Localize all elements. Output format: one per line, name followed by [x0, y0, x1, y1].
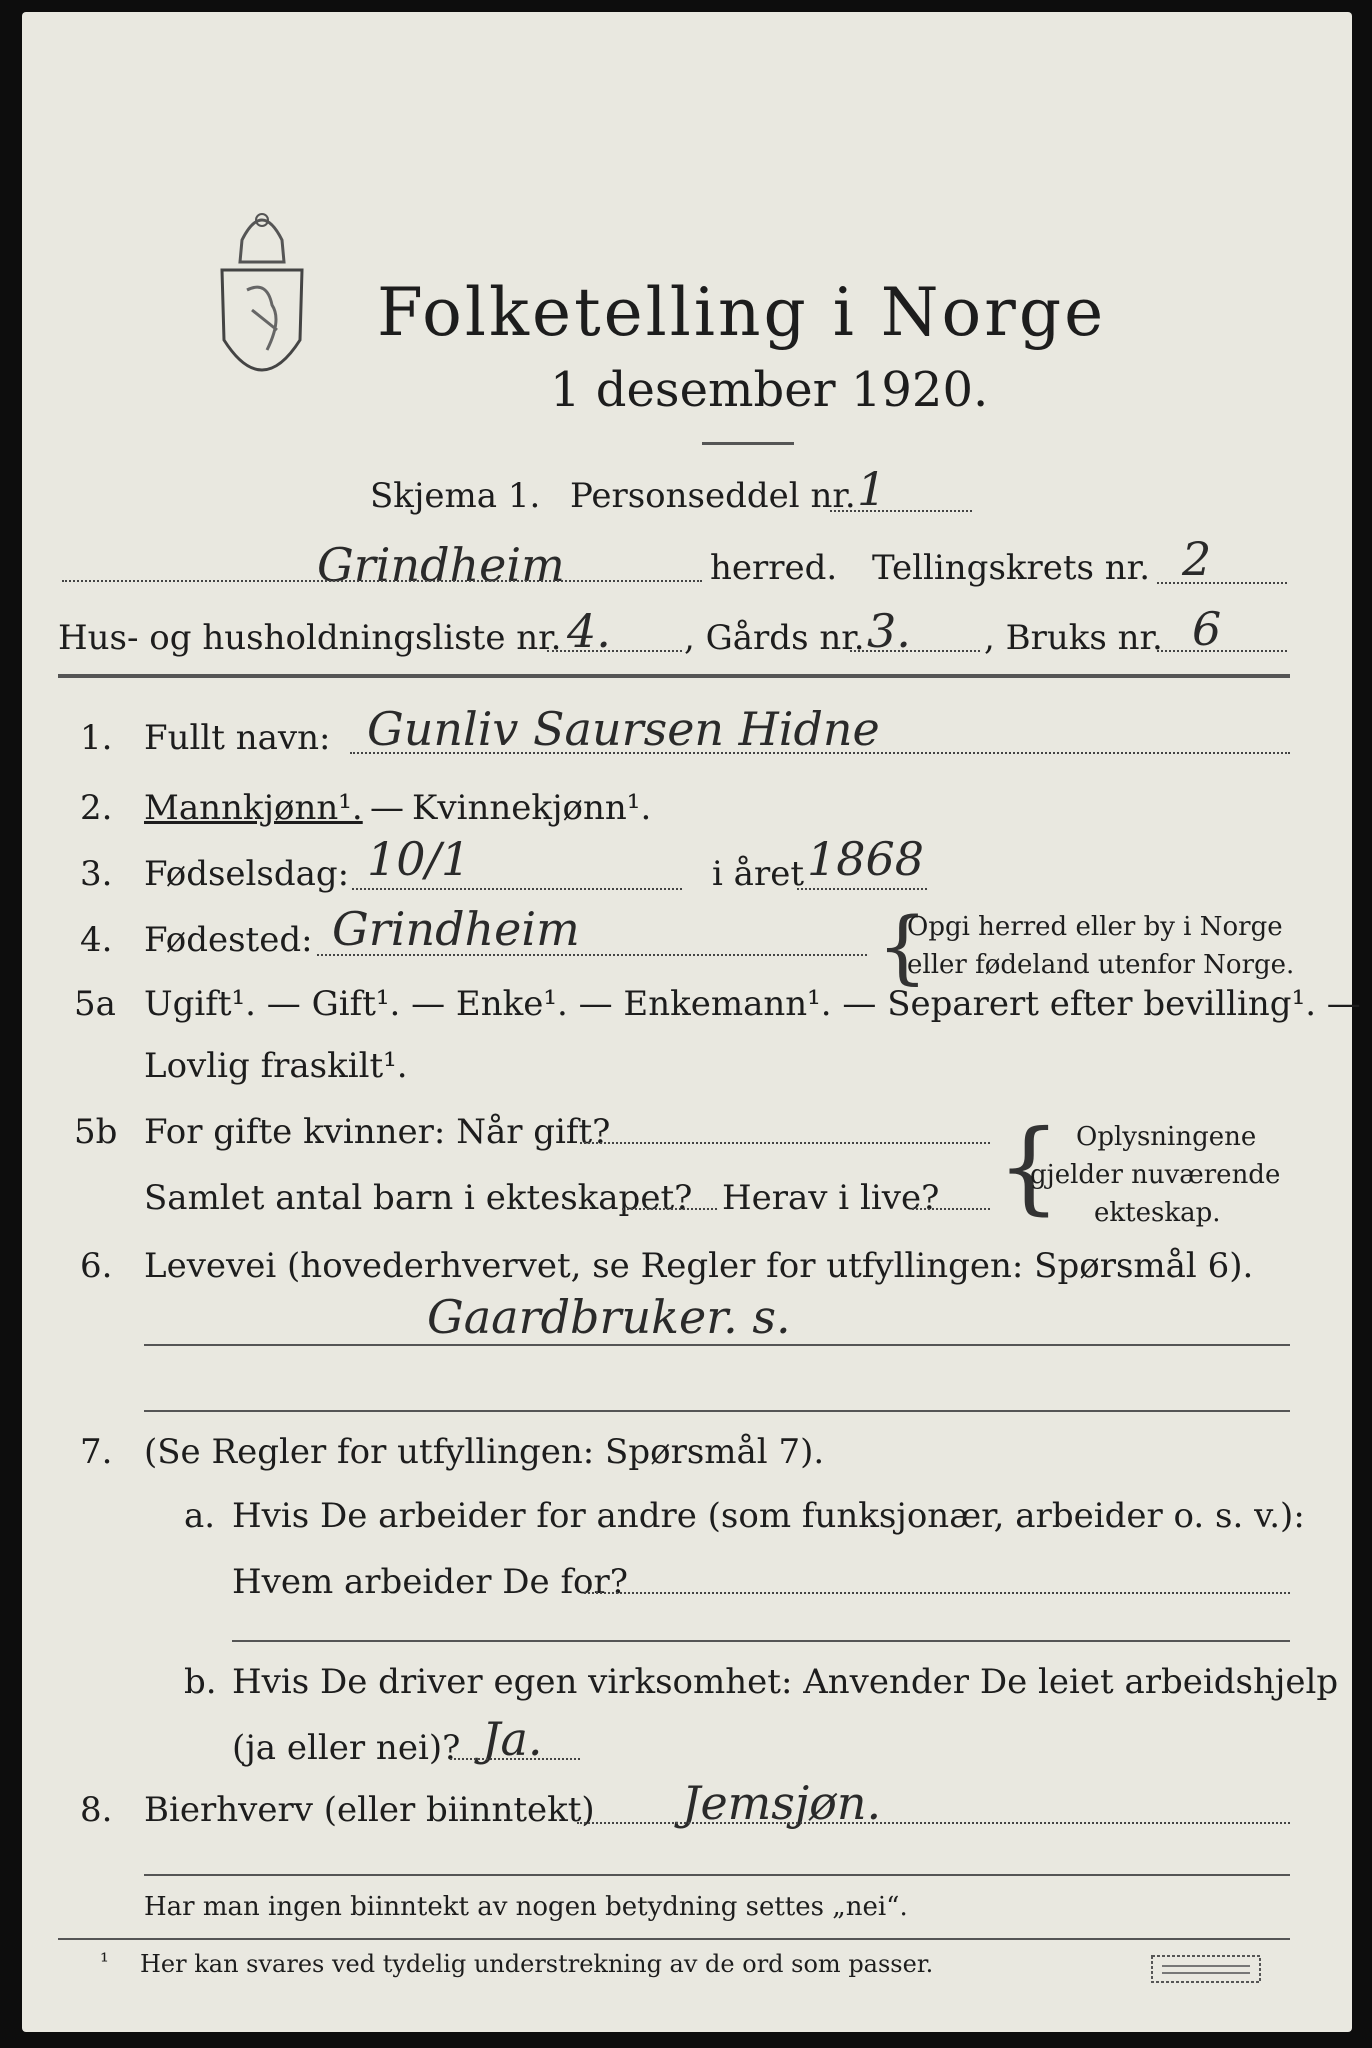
q5b-dots2 [622, 1208, 717, 1210]
herred-dots [62, 580, 702, 582]
gards-label: , Gårds nr. [684, 618, 865, 658]
q4-note1: Opgi herred eller by i Norge [907, 912, 1283, 942]
q3-year-value: 1868 [807, 832, 925, 886]
personseddel-value: 1 [857, 462, 887, 516]
q7b-number: b. [184, 1662, 217, 1702]
bruks-value: 6 [1192, 602, 1222, 656]
form-title: Folketelling i Norge [377, 274, 1107, 351]
q5b-dots1 [580, 1142, 990, 1144]
q8-number: 8. [80, 1790, 113, 1830]
q5b-line1: For gifte kvinner: Når gift? [144, 1112, 611, 1152]
q3-year-dots [797, 888, 927, 890]
q5b-line2a: Samlet antal barn i ekteskapet? [144, 1178, 693, 1218]
q5b-note1: Oplysningene [1076, 1122, 1257, 1152]
q6-value: Gaardbruker. s. [427, 1290, 791, 1344]
q2-female: Kvinnekjønn¹. [412, 788, 652, 828]
q7a-number: a. [184, 1496, 216, 1536]
q6-label: Levevei (hovederhvervet, se Regler for utfyllingen: Spørsmål 6). [144, 1246, 1254, 1286]
q1-dots [350, 752, 1290, 754]
q3-number: 3. [80, 854, 113, 894]
section-divider [58, 674, 1290, 678]
q3-label: Fødselsdag: [144, 854, 350, 894]
q7a-line2: Hvem arbeider De for? [232, 1562, 628, 1602]
q5a-line1: Ugift¹. — Gift¹. — Enke¹. — Enkemann¹. — Separert efter bevilling¹. — [144, 984, 1361, 1024]
q6-line1 [144, 1344, 1290, 1346]
tellingskrets-dots [1157, 582, 1287, 584]
q7b-line1: Hvis De driver egen virksomhet: Anvender De leiet arbeidshjelp [232, 1662, 1339, 1702]
q4-note2: eller fødeland utenfor Norge. [907, 950, 1295, 980]
coat-of-arms-icon [212, 200, 312, 410]
footer-note: Har man ingen biinntekt av nogen betydning settes „nei“. [144, 1892, 908, 1922]
q7a-line [232, 1640, 1290, 1642]
q2-male: Mannkjønn¹. [144, 788, 363, 828]
q2-sep: — [370, 788, 404, 828]
census-form [22, 12, 1361, 2032]
printer-stamp-icon [1150, 1954, 1262, 1984]
q8-line [144, 1874, 1290, 1876]
q7-number: 7. [80, 1432, 113, 1472]
q4-dots [317, 954, 867, 956]
q7b-line2: (ja eller nei)? [232, 1728, 461, 1768]
personseddel-label: Personseddel nr. [570, 476, 856, 516]
herred-label: herred. [710, 548, 838, 588]
q1-number: 1. [80, 718, 113, 758]
q3-dots [352, 888, 682, 890]
tellingskrets-value: 2 [1182, 532, 1212, 586]
q6-line2 [144, 1410, 1290, 1412]
q4-label: Fødested: [144, 920, 313, 960]
personseddel-dots [830, 510, 972, 512]
q8-label: Bierhverv (eller biinntekt) [144, 1790, 595, 1830]
gards-dots [850, 650, 980, 652]
bruks-dots [1157, 650, 1287, 652]
q4-brace: { [877, 900, 928, 993]
hus-value: 4. [567, 604, 611, 658]
q6-number: 6. [80, 1246, 113, 1286]
bruks-label: , Bruks nr. [984, 618, 1163, 658]
title-divider [702, 442, 794, 445]
gards-value: 3. [867, 604, 911, 658]
q5a-number: 5a [74, 984, 116, 1024]
q3-year-label: i året [712, 854, 804, 894]
q7-label: (Se Regler for utfyllingen: Spørsmål 7). [144, 1432, 825, 1472]
q5b-number: 5b [74, 1112, 118, 1152]
q7b-dots [450, 1758, 580, 1760]
q8-dots [577, 1822, 1290, 1824]
footer-divider [58, 1938, 1290, 1940]
q1-label: Fullt navn: [144, 718, 331, 758]
q4-number: 4. [80, 920, 113, 960]
q5b-note2: gjelder nuværende [1030, 1160, 1281, 1190]
footnote-text: Her kan svares ved tydelig understrekning av de ord som passer. [140, 1950, 934, 1978]
q5a-line2: Lovlig fraskilt¹. [144, 1046, 408, 1086]
skjema-label: Skjema 1. [370, 476, 541, 516]
footnote-mark: ¹ [100, 1950, 109, 1975]
form-date: 1 desember 1920. [550, 362, 989, 418]
q7a-line1: Hvis De arbeider for andre (som funksjonær, arbeider o. s. v.): [232, 1496, 1305, 1536]
q2-number: 2. [80, 788, 113, 828]
q5b-brace: { [997, 1108, 1061, 1225]
hus-label: Hus- og husholdningsliste nr. [58, 618, 562, 658]
tellingskrets-label: Tellingskrets nr. [872, 548, 1151, 588]
herred-value: Grindheim [317, 538, 565, 592]
q5b-line2b: Herav i live? [722, 1178, 940, 1218]
q8-value: Jemsjøn. [682, 1776, 882, 1830]
q4-value: Grindheim [332, 902, 580, 956]
q7a-dots [584, 1592, 1290, 1594]
q3-value: 10/1 [367, 832, 471, 886]
q5b-dots3 [912, 1208, 990, 1210]
hus-dots [547, 650, 682, 652]
q1-value: Gunliv Saursen Hidne [367, 702, 880, 756]
q5b-note3: ekteskap. [1094, 1198, 1221, 1228]
q7b-value: Ja. [482, 1712, 543, 1766]
